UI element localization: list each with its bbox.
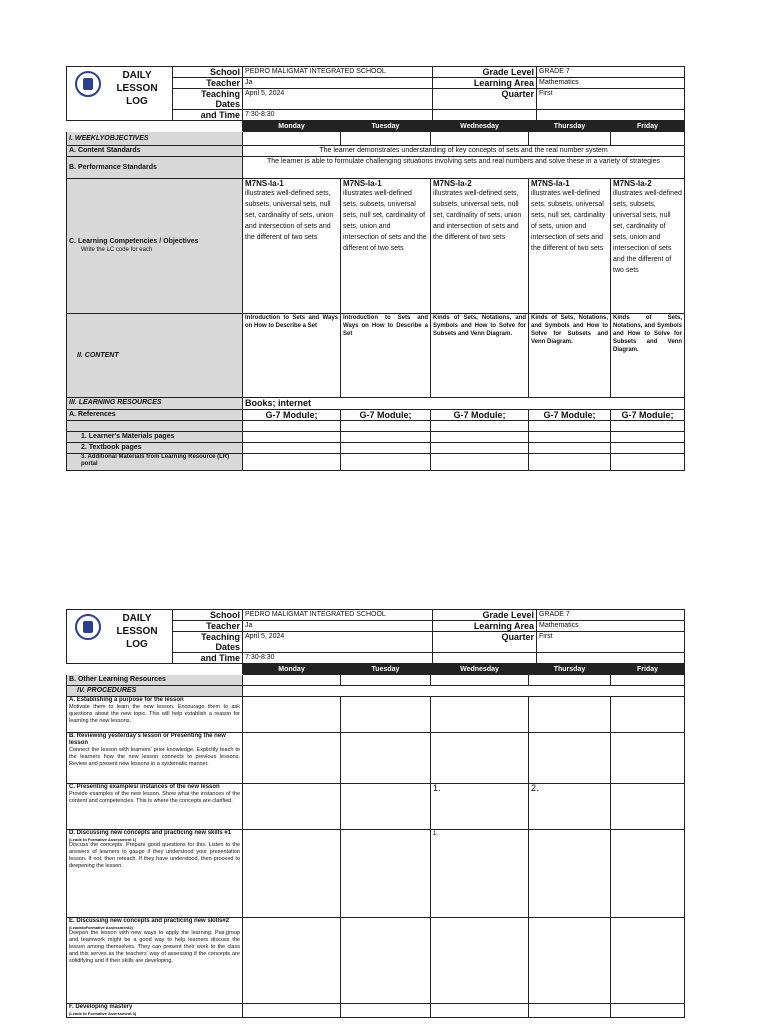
day-thursday-2: Thursday	[529, 665, 611, 675]
teacher-value: Ja	[243, 78, 433, 89]
references-label: A. References	[67, 410, 243, 421]
teacher-value-2: Ja	[243, 621, 433, 632]
school-label-2: School	[173, 610, 243, 621]
logo-title-cell	[67, 67, 173, 121]
learning-area-value-2: Mathematics	[537, 621, 685, 632]
grade-level-value: GRADE 7	[537, 67, 685, 78]
dll-title-2: DAILY LESSON LOG	[116, 613, 158, 650]
day-wednesday: Wednesday	[431, 122, 529, 132]
deped-seal-icon	[75, 614, 101, 640]
dll-title: DAILY LESSON LOG	[116, 70, 158, 107]
procedure-c-wednesday: 1.	[431, 784, 529, 830]
teacher-label-2: Teacher	[173, 621, 243, 632]
competency-wednesday: M7NS-Ia-2 illustrates well-defined sets, subsets, universal sets, null set, cardinality of sets, union and intersection of sets and the different of two sets	[431, 179, 529, 314]
learning-competencies-label: C. Learning Competencies / Objectives Write the LC code for each	[67, 179, 243, 314]
logo-title-cell-2	[67, 610, 173, 664]
day-tuesday-2: Tuesday	[341, 665, 431, 675]
competency-monday: M7NS-Ia-1 illustrates well-defined sets, subsets, universal sets, null set, cardinality of sets, union and intersection of sets and the different of two sets	[243, 179, 341, 314]
procedure-c: C. Presenting examples/ instances of the new lesson Provide examples of the new lesson. Show what the instances of the content and competencies. This is where the concepts are clarified.	[67, 784, 243, 830]
procedure-a: A. Establishing a purpose for the lesson Motivate them to learn the new lesson. Encourage them to ask questions about the new topic. This will help establish a reason for learning the new lessons.	[67, 697, 243, 733]
teaching-dates-value-2: April 5, 2024	[243, 632, 433, 653]
learning-area-label: Learning Area	[433, 78, 537, 89]
performance-standards-label: B. Performance Standards	[67, 157, 243, 179]
procedure-d: D. Discussing new concepts and practicing new skills #1 (Leads to Formative Assessment 1) Discuss the concepts. Prepare good questions for this. Listen to the answers of learners to gauge if they understood your presentation lesson. If not, then reteach. If they have understood, then proceed to deepening the lesson.	[67, 830, 243, 918]
content-thursday: Kinds of Sets, Notations, and Symbols and How to Solve for Subsets and Venn Diagram.	[529, 314, 611, 398]
module-thursday: G-7 Module;	[529, 410, 611, 421]
additional-materials-label: 3. Additional Materials from Learning Resource (LR) portal	[67, 454, 243, 471]
weekly-objectives-label: I. WEEKLYOBJECTIVES	[67, 132, 243, 146]
time-label: and Time	[173, 110, 243, 121]
day-thursday: Thursday	[529, 122, 611, 132]
day-wednesday-2: Wednesday	[431, 665, 529, 675]
learning-area-value: Mathematics	[537, 78, 685, 89]
content-tuesday: Introduction to Sets and Ways on How to Describe a Set	[341, 314, 431, 398]
learning-resources-value: Books; internet	[243, 398, 685, 410]
teacher-label: Teacher	[173, 78, 243, 89]
grade-level-label: Grade Level	[433, 67, 537, 78]
school-value-2: PEDRO MALIGMAT INTEGRATED SCHOOL	[243, 610, 433, 621]
deped-seal-icon	[75, 71, 101, 97]
teaching-dates-label-2: Teaching Dates	[173, 632, 243, 653]
time-value-2: 7:30-8:30	[243, 653, 433, 664]
procedures-label: IV. PROCEDURES	[67, 686, 243, 697]
quarter-value: First	[537, 89, 685, 110]
procedures-table	[66, 664, 685, 1018]
content-standards-label: A. Content Standards	[67, 146, 243, 157]
performance-standards-text: The learner is able to formulate challenging situations involving sets and real numbers and solve these in a variety of strategies	[243, 157, 685, 179]
grade-level-label-2: Grade Level	[433, 610, 537, 621]
procedure-b: B. Reviewing yesterday's lesson or Presenting the new lesson Connect the lesson with learners' prior knowledge. Explicitly teach to the learners how the new lesson connects to previous lessons. Review and present new lessons in a systematic manner.	[67, 733, 243, 784]
lesson-log-page-2	[66, 609, 684, 1018]
competency-tuesday: M7NS-Ia-1 illustrates well-defined sets, subsets, universal sets, null set, cardinality of sets, union and intersection of sets and the different of two sets	[341, 179, 431, 314]
quarter-label: Quarter	[433, 89, 537, 110]
school-value: PEDRO MALIGMAT INTEGRATED SCHOOL	[243, 67, 433, 78]
quarter-label-2: Quarter	[433, 632, 537, 653]
textbook-pages-label: 2. Textbook pages	[67, 443, 243, 454]
content-label: II. CONTENT	[67, 314, 243, 398]
procedure-c-thursday: 2.	[529, 784, 611, 830]
other-resources-label: B. Other Learning Resources	[67, 675, 243, 686]
teaching-dates-label: Teaching Dates	[173, 89, 243, 110]
content-standards-text: The learner demonstrates understanding of key concepts of sets and the real number system	[243, 146, 685, 157]
day-tuesday: Tuesday	[341, 122, 431, 132]
competency-friday: M7NS-Ia-2 illustrates well-defined sets, subsets, universal sets, null set, cardinality of sets, union and intersection of sets and the different of two sets	[611, 179, 685, 314]
content-monday: Introduction to Sets and Ways on How to Describe a Set	[243, 314, 341, 398]
header-table-2	[66, 609, 685, 664]
module-tuesday: G-7 Module;	[341, 410, 431, 421]
learners-materials-label: 1. Learner's Materials pages	[67, 432, 243, 443]
lesson-log-page-1	[66, 66, 684, 471]
content-friday: Kinds of Sets, Notations, and Symbols and How to Solve for Subsets and Venn Diagram.	[611, 314, 685, 398]
competency-thursday: M7NS-Ia-1 illustrates well-defined sets, subsets, universal sets, null set, cardinality of sets, union and intersection of sets and the different of two sets	[529, 179, 611, 314]
procedure-f: F. Developing mastery (Leads to Formative Assessment 3)	[67, 1004, 243, 1018]
header-table	[66, 66, 685, 121]
day-friday: Friday	[611, 122, 685, 132]
teaching-dates-value: April 5, 2024	[243, 89, 433, 110]
school-label: School	[173, 67, 243, 78]
time-label-2: and Time	[173, 653, 243, 664]
time-value: 7:30-8:30	[243, 110, 433, 121]
procedure-e: E. Discussing new concepts and practicing new skills#2 (LeadstoFormative Assessment2) Deepen the lesson with new ways to apply the learning. Pair,group and teamwork might be a good way to help learners discuss the lesson among themselves. They can present their work to the class and this serves as the teachers' way of assessing if the concepts are solidifying and if their skills are developing.	[67, 918, 243, 1004]
day-friday-2: Friday	[611, 665, 685, 675]
grade-level-value-2: GRADE 7	[537, 610, 685, 621]
learning-area-label-2: Learning Area	[433, 621, 537, 632]
day-monday: Monday	[243, 122, 341, 132]
quarter-value-2: First	[537, 632, 685, 653]
weekly-objectives-table	[66, 121, 685, 471]
learning-resources-label: III. LEARNING RESOURCES	[67, 398, 243, 410]
procedure-d-wednesday: 1.	[431, 830, 529, 918]
module-wednesday: G-7 Module;	[431, 410, 529, 421]
module-monday: G-7 Module;	[243, 410, 341, 421]
module-friday: G-7 Module;	[611, 410, 685, 421]
content-wednesday: Kinds of Sets, Notations, and Symbols and How to Solve for Subsets and Venn Diagram.	[431, 314, 529, 398]
day-monday-2: Monday	[243, 665, 341, 675]
